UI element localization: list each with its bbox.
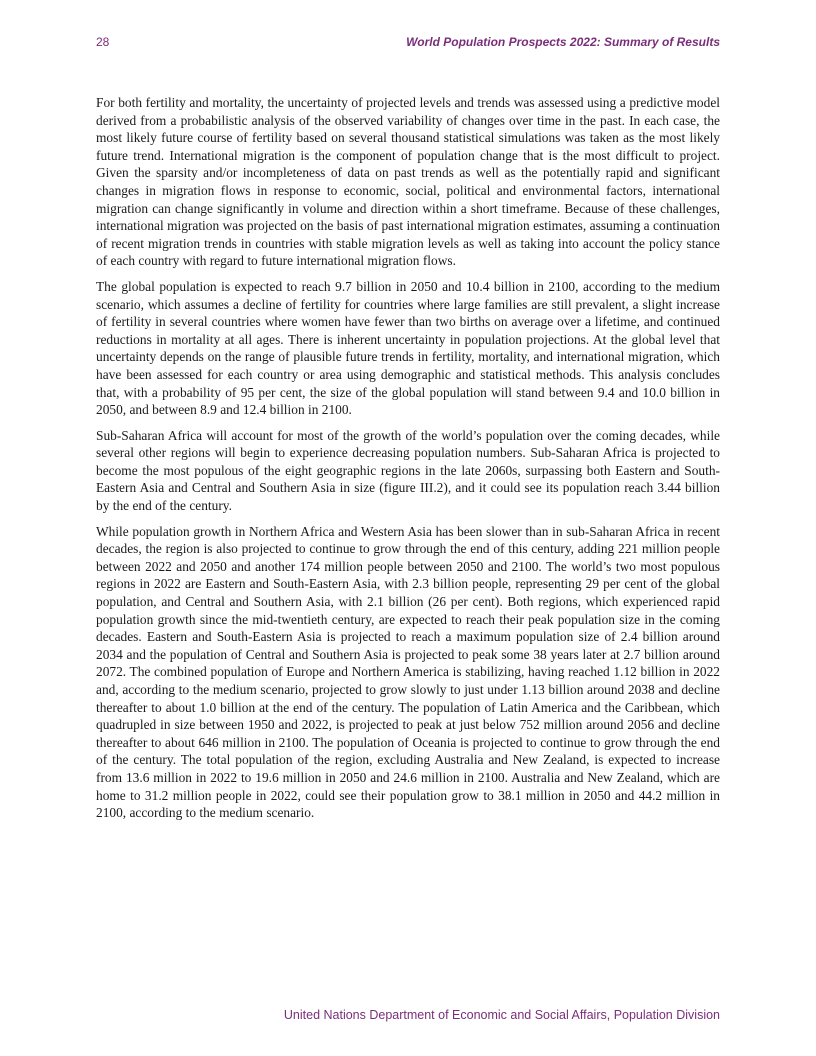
paragraph-sub-saharan-africa: Sub-Saharan Africa will account for most of the growth of the world’s population over the coming decades, while several other regions will begin to experience decreasing population numbers. Sub-Saharan Africa is projected to become the most populous of the eight geographic regions in the late 2060s, surpassing both Eastern and South-Eastern Asia and Central and Southern Asia in size (figure III.2), and it could see its population reach 3.44 billion by the end of the century. xyxy=(96,427,720,514)
running-title: World Population Prospects 2022: Summary of Results xyxy=(406,35,720,49)
footer-text: United Nations Department of Economic and Social Affairs, Population Division xyxy=(283,1008,720,1022)
page-number: 28 xyxy=(96,35,110,49)
paragraph-uncertainty-migration: For both fertility and mortality, the uncertainty of projected levels and trends was assessed using a predictive model derived from a probabilistic analysis of the observed variability of changes over time in the past. In each case, the most likely future course of fertility based on several thousand statistical simulations was taken as the most likely future trend. International migration is the component of population change that is the most difficult to project. Given the sparsity and/or incompleteness of data on past trends as well as the potentially rapid and significant changes in migration flows in response to economic, social, political and environmental factors, international migration can change significantly in volume and direction within a short timeframe. Because of these challenges, international migration was projected on the basis of past international migration estimates, assuming a continuation of recent migration trends in countries with stable migration levels as well as taking into account the policy stance of each country with regard to future international migration flows. xyxy=(96,95,720,269)
body-text xyxy=(96,94,720,830)
paragraph-regional-growth: While population growth in Northern Africa and Western Asia has been slower than in sub-Saharan Africa in recent decades, the region is also projected to continue to grow through the end of this century, adding 221 million people between 2022 and 2050 and another 174 million people between 2050 and 2100. The world’s two most populous regions in 2022 are Eastern and South-Eastern Asia, with 2.3 billion people, representing 29 per cent of the global population, and Central and Southern Asia, with 2.1 billion (26 per cent). Both regions, which experienced rapid population growth since the mid-twentieth century, are expected to reach their peak population size in the coming decades. Eastern and South-Eastern Asia is projected to reach a maximum population size of 2.4 billion around 2034 and the population of Central and Southern Asia is projected to peak some 38 years later at 2.7 billion around 2072. The combined population of Europe and Northern America is stabilizing, having reached 1.12 billion in 2022 and, according to the medium scenario, projected to grow slowly to just under 1.13 billion around 2038 and decline thereafter to about 1.0 billion at the end of the century. The population of Latin America and the Caribbean, which quadrupled in size between 1950 and 2022, is projected to peak at just below 752 million around 2056 and decline thereafter to about 646 million in 2100. The population of Oceania is projected to continue to grow through the end of the century. The total population of the region, excluding Australia and New Zealand, is expected to increase from 13.6 million in 2022 to 19.6 million in 2050 and 24.6 million in 2100. Australia and New Zealand, which are home to 31.2 million people in 2022, could see their population grow to 38.1 million in 2050 and 44.2 million in 2100, according to the medium scenario. xyxy=(96,523,720,821)
paragraph-global-population: The global population is expected to reach 9.7 billion in 2050 and 10.4 billion in 2100, according to the medium scenario, which assumes a decline of fertility for countries where large families are still prevalent, a slight increase of fertility in several countries where women have fewer than two births on average over a lifetime, and continued reductions in mortality at all ages. There is inherent uncertainty in population projections. At the global level that uncertainty depends on the range of plausible future trends in fertility, mortality, and international migration, which have been assessed for each country or area using demographic and statistical methods. This analysis concludes that, with a probability of 95 per cent, the size of the global population will stand between 9.4 and 10.0 billion in 2050, and between 8.9 and 12.4 billion in 2100. xyxy=(96,278,720,418)
